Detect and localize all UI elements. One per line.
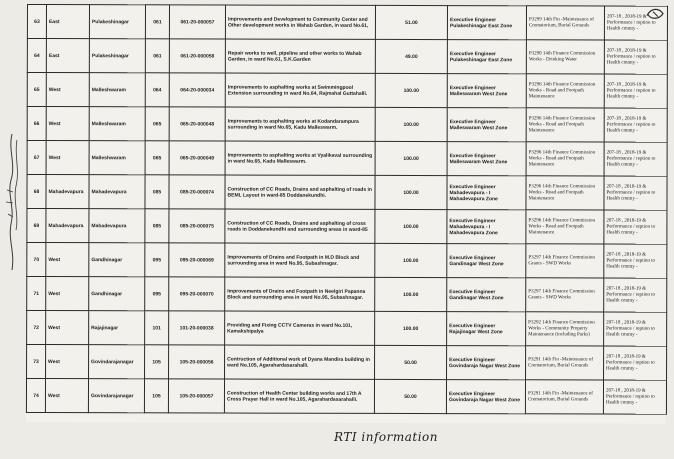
ward-cell: 105 [145, 345, 169, 379]
zone-cell: West [46, 141, 89, 175]
corner-pen-mark [645, 6, 665, 24]
row-number: 70 [27, 243, 46, 277]
work-description-cell: Construction of CC Roads, Drains and asphalting of cross roads in Doddanekundhi and surrounding areas in ward-85 [225, 209, 375, 243]
budget-head-cell: P3291 14th Fin -Maintenance of Crematorium, Burial Grounds [525, 380, 603, 414]
zone-cell: West [46, 107, 89, 141]
ward-cell: 095 [145, 243, 169, 277]
amount-cell: 100.00 [375, 277, 447, 311]
budget-head-cell: P3296 14th Finance Commission Works - Road and Footpath Maintenance [526, 142, 604, 176]
purpose-note-cell: 207-18 , 2018-19 & Performance / reption to Health cmmty - [604, 74, 667, 108]
zone-cell: West [46, 311, 89, 345]
zone-cell: East [46, 39, 89, 73]
zone-cell: Mahadevapura [46, 209, 89, 243]
work-description-cell: Improvements of Drains and Footpath in M.D Block and surrounding area in ward No.95, Subashnagar. [225, 243, 375, 277]
work-description-cell: Improvements to asphalting works at Kodandarampura surrounding in ward No.65, Kadu Malleswarm. [225, 107, 375, 141]
amount-cell: 100.00 [375, 209, 447, 243]
engineer-cell: Executive Engineer Govindaraja Nagar West Zone [447, 346, 526, 380]
amount-cell: 100.00 [375, 175, 447, 209]
document-sheet [26, 4, 667, 424]
amount-cell: 49.00 [375, 39, 447, 73]
table-row [27, 107, 667, 143]
purpose-note-cell: 207-18 , 2018-19 & Performance / reption to Health cmmty - [604, 40, 667, 74]
amount-cell: 100.00 [375, 107, 447, 141]
constituency-cell: Pulakeshinagar [89, 5, 145, 39]
row-number: 74 [26, 379, 45, 413]
zone-cell: West [46, 277, 89, 311]
work-code-cell: 095-20-000070 [169, 277, 225, 311]
engineer-cell: Executive Engineer Gandinagar West Zone [447, 278, 526, 312]
purpose-note-cell: 207-18 , 2018-19 & Performance / reption to Health cmmty - [604, 142, 667, 176]
engineer-cell: Executive Engineer Malleswaram West Zone [447, 142, 526, 176]
budget-head-cell: P3296 14th Finance Commission Works - Road and Footpath Maintenance [526, 108, 604, 142]
row-number: 71 [27, 277, 46, 311]
budget-head-cell: P3296 14th Finance Commission Works - Road and Footpath Maintenance [526, 176, 604, 210]
work-description-cell: Improvements to asphalting works at Vyalikaval surrounding in ward No.65, Kadu Malleswarm. [225, 141, 375, 175]
engineer-cell: Executive Engineer Malleswaram West Zone [447, 108, 526, 142]
zone-cell: West [46, 73, 89, 107]
ward-cell: 095 [145, 277, 169, 311]
purpose-note-cell: 207-18 , 2018-19 & Performance / reption to Health cmmty - [604, 312, 667, 346]
budget-head-cell: P3292 14th Finance Commission Works - Community Property Maintenance (including Parks) [526, 312, 604, 346]
constituency-cell: Rajajinagar [89, 311, 145, 345]
ward-cell: 101 [145, 311, 169, 345]
row-number: 73 [27, 345, 46, 379]
work-description-cell: Improvements and Development to Community Center and Other development works in Wahab Garden, in ward No.61, [225, 5, 375, 39]
purpose-note-cell: 207-18 , 2018-19 & Performance / reption to Health cmmty - [604, 6, 667, 40]
row-number: 72 [27, 311, 46, 345]
work-code-cell: 061-20-000058 [169, 39, 225, 73]
table-row [27, 209, 667, 245]
row-number: 68 [27, 175, 46, 209]
zone-cell: West [45, 379, 88, 413]
amount-cell: 100.00 [375, 243, 447, 277]
purpose-note-cell: 207-18 , 2018-19 & Performance / reption to Health cmmty - [604, 278, 667, 312]
zone-cell: Mahadevapura [46, 175, 89, 209]
work-description-cell: Improvements to asphalting works at Swimmingpool Extension surrounding in ward No.64, Rajmahal Guttahalli. [225, 73, 375, 107]
budget-head-cell: P3296 14th Finance Commission Works - Road and Footpath Maintenance [526, 74, 604, 108]
table-body [26, 5, 667, 415]
purpose-note-cell: 207-18 , 2018-19 & Performance / reption to Health cmmty - [604, 176, 667, 210]
work-code-cell: 065-20-000049 [169, 141, 225, 175]
purpose-note-cell: 207-18 , 2018-19 & Performance / reption to Health cmmty - [604, 346, 667, 380]
work-description-cell: Construction of Health Center building works and 17th A Cross Prayer Hall in ward No.105, Agarahardasarahalli. [224, 379, 374, 413]
constituency-cell: Govindarajanagar [89, 345, 145, 379]
engineer-cell: Executive Engineer Rajajinagar West Zone [447, 312, 526, 346]
row-number: 65 [27, 73, 46, 107]
budget-head-cell: P3291 14th Fin -Maintenance of Crematorium, Burial Grounds [526, 346, 604, 380]
ward-cell: 105 [144, 379, 168, 413]
table-row [27, 345, 667, 381]
side-stamp-scribble [2, 130, 24, 280]
works-table [26, 4, 668, 415]
engineer-cell: Executive Engineer Pulakeshinagar East Zone [447, 6, 526, 40]
engineer-cell: Executive Engineer Govindaraja Nagar West Zone [446, 380, 525, 414]
budget-head-cell: P3299 14th Fin -Maintenance of Crematorium, Burial Grounds [526, 6, 604, 40]
budget-head-cell: P3297 14th Finance Commission Grants - SWD Works [526, 244, 604, 278]
ward-cell: 065 [145, 141, 169, 175]
budget-head-cell: P3297 14th Finance Commission Grants - SWD Works [526, 278, 604, 312]
amount-cell: 50.00 [374, 379, 446, 413]
work-code-cell: 101-20-000038 [169, 311, 225, 345]
budget-head-cell: P3296 14th Finance Commission Works - Road and Footpath Maintenance [526, 210, 604, 244]
amount-cell: 100.00 [375, 311, 447, 345]
work-code-cell: 105-20-000056 [169, 345, 225, 379]
ward-cell: 064 [145, 73, 169, 107]
amount-cell: 100.00 [375, 141, 447, 175]
work-code-cell: 095-20-000069 [169, 243, 225, 277]
constituency-cell: Gandhinagar [89, 277, 145, 311]
work-description-cell: Providing and Fixing CCTV Cameras in ward No.101, Kamakshipalya [225, 311, 375, 345]
work-description-cell: Contruction of Additional work of Dyana Mandira building in ward No.105, Agarahardasarahalli. [225, 345, 375, 379]
table-row [27, 243, 667, 279]
engineer-cell: Executive Engineer Gandinagar West Zone [447, 244, 526, 278]
row-number: 69 [27, 209, 46, 243]
ward-cell: 085 [145, 175, 169, 209]
table-row [27, 73, 667, 109]
ward-cell: 085 [145, 209, 169, 243]
work-code-cell: 064-20-000034 [169, 73, 225, 107]
work-description-cell: Repair works to well, pipeline and other works to Wahab Garden, in ward No.61, S.K.Garden [225, 39, 375, 73]
work-description-cell: Improvements of Drains and Footpath in Neelgiri Papanna Block and surrounding area in ward No.95, Subashnagar. [225, 277, 375, 311]
constituency-cell: Gandhinagar [89, 243, 145, 277]
amount-cell: 100.00 [375, 73, 447, 107]
purpose-note-cell: 207-18 , 2018-19 & Performance / reption to Health cmmty - [604, 210, 667, 244]
work-description-cell: Construction of CC Roads, Drains and asphalting of roads in BEML Layout in ward-85 Doddanekundhi. [225, 175, 375, 209]
constituency-cell: Malleshwaram [89, 141, 145, 175]
row-number: 64 [27, 39, 46, 73]
table-row [27, 5, 667, 41]
engineer-cell: Executive Engineer Malleswaram West Zone [447, 74, 526, 108]
constituency-cell: Pulakeshinagar [89, 39, 145, 73]
ward-cell: 065 [145, 107, 169, 141]
table-row [27, 39, 667, 75]
amount-cell: 50.00 [375, 345, 447, 379]
purpose-note-cell: 207-18 , 2018-19 & Performance / reption to Health cmmty - [603, 380, 666, 414]
table-row [26, 379, 666, 415]
row-number: 63 [27, 5, 46, 39]
work-code-cell: 085-20-000074 [169, 175, 225, 209]
engineer-cell: Executive Engineer Mahadevapura - I Mahadevapura Zone [447, 210, 526, 244]
table-row [27, 277, 667, 313]
row-number: 67 [27, 141, 46, 175]
ward-cell: 061 [145, 5, 169, 39]
purpose-note-cell: 207-18 , 2018-19 & Performance / reption to Health cmmty - [604, 108, 667, 142]
handwritten-note: RTI information [334, 430, 438, 444]
constituency-cell: Govindarajanagar [88, 379, 144, 413]
zone-cell: West [46, 345, 89, 379]
work-code-cell: 061-20-000057 [169, 5, 225, 39]
purpose-note-cell: 207-18 , 2018-19 & Performance / reption to Health cmmty - [604, 244, 667, 278]
amount-cell: 51.00 [375, 5, 447, 39]
zone-cell: East [46, 5, 89, 39]
work-code-cell: 085-20-000075 [169, 209, 225, 243]
table-row [27, 311, 667, 347]
work-code-cell: 065-20-000048 [169, 107, 225, 141]
engineer-cell: Executive Engineer Mahadevapura - I Mahadevapura Zone [447, 176, 526, 210]
engineer-cell: Executive Engineer Pulakeshinagar East Zone [447, 40, 526, 74]
work-code-cell: 105-20-000057 [168, 379, 224, 413]
budget-head-cell: P3290 14th Finance Commission Works - Drinking Water [526, 40, 604, 74]
row-number: 66 [27, 107, 46, 141]
ward-cell: 061 [145, 39, 169, 73]
constituency-cell: Mahadevapura [89, 209, 145, 243]
zone-cell: West [46, 243, 89, 277]
constituency-cell: Mahadevapura [89, 175, 145, 209]
constituency-cell: Malleshwaram [89, 107, 145, 141]
table-row [27, 175, 667, 211]
table-row [27, 141, 667, 177]
constituency-cell: Malleshwaram [89, 73, 145, 107]
